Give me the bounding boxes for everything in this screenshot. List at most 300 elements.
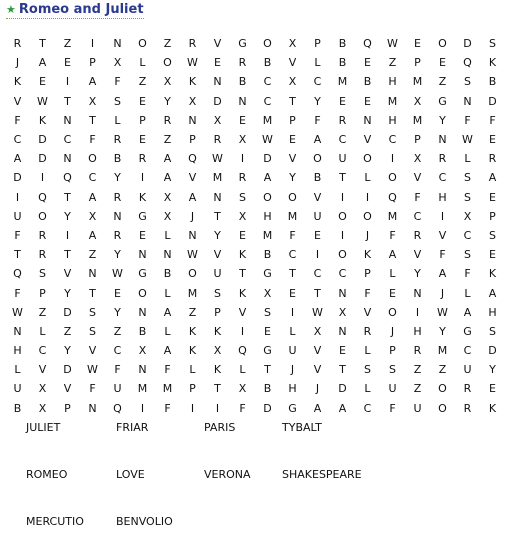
grid-letter[interactable]: Q [463, 56, 472, 70]
grid-letter[interactable]: L [464, 152, 471, 166]
grid-letter[interactable]: E [289, 133, 296, 147]
grid-letter[interactable]: L [364, 171, 371, 185]
grid-letter[interactable]: K [138, 190, 147, 204]
grid-letter[interactable]: U [13, 382, 22, 396]
grid-letter[interactable]: P [39, 286, 46, 300]
grid-letter[interactable]: X [88, 209, 97, 223]
grid-letter[interactable]: A [163, 152, 172, 166]
grid-letter[interactable]: O [263, 37, 272, 51]
grid-letter[interactable]: F [389, 228, 396, 242]
grid-letter[interactable]: Y [114, 171, 121, 185]
grid-letter[interactable]: N [338, 286, 347, 300]
grid-letter[interactable]: P [364, 267, 371, 281]
grid-letter[interactable]: X [213, 113, 222, 127]
grid-letter[interactable]: G [263, 267, 272, 281]
grid-letter[interactable]: X [263, 286, 272, 300]
grid-letter[interactable]: T [14, 248, 21, 262]
grid-letter[interactable]: F [164, 401, 171, 415]
grid-letter[interactable]: P [314, 37, 321, 51]
grid-letter[interactable]: I [315, 248, 320, 262]
grid-letter[interactable]: X [138, 344, 147, 358]
grid-letter[interactable]: N [413, 286, 422, 300]
grid-letter[interactable]: C [263, 94, 272, 108]
grid-letter[interactable]: M [162, 382, 173, 396]
grid-letter[interactable]: W [312, 305, 323, 319]
grid-letter[interactable]: Y [289, 171, 296, 185]
grid-letter[interactable]: M [287, 209, 298, 223]
grid-letter[interactable]: B [488, 75, 497, 89]
grid-letter[interactable]: Q [13, 267, 22, 281]
grid-letter[interactable]: P [414, 133, 421, 147]
grid-letter[interactable]: F [14, 228, 21, 242]
grid-letter[interactable]: C [463, 228, 472, 242]
grid-letter[interactable]: L [164, 286, 171, 300]
grid-letter[interactable]: R [238, 171, 247, 185]
grid-letter[interactable]: N [113, 209, 122, 223]
grid-letter[interactable]: A [338, 401, 347, 415]
grid-letter[interactable]: R [113, 190, 122, 204]
grid-letter[interactable]: E [489, 133, 496, 147]
grid-letter[interactable]: O [138, 286, 147, 300]
grid-letter[interactable]: K [188, 344, 197, 358]
grid-letter[interactable]: O [438, 382, 447, 396]
grid-letter[interactable]: W [37, 94, 48, 108]
grid-letter[interactable]: I [65, 228, 70, 242]
grid-letter[interactable]: W [387, 37, 398, 51]
grid-letter[interactable]: T [39, 37, 46, 51]
grid-letter[interactable]: A [438, 267, 447, 281]
grid-letter[interactable]: D [263, 401, 272, 415]
grid-letter[interactable]: H [488, 305, 497, 319]
grid-letter[interactable]: O [138, 37, 147, 51]
grid-letter[interactable]: M [187, 286, 198, 300]
grid-letter[interactable]: A [263, 171, 272, 185]
grid-letter[interactable]: A [13, 152, 22, 166]
grid-letter[interactable]: L [464, 286, 471, 300]
grid-letter[interactable]: I [90, 37, 95, 51]
grid-letter[interactable]: F [114, 75, 121, 89]
grid-letter[interactable]: L [389, 267, 396, 281]
grid-letter[interactable]: F [414, 190, 421, 204]
grid-letter[interactable]: B [263, 382, 272, 396]
grid-letter[interactable]: T [239, 267, 246, 281]
grid-letter[interactable]: X [413, 94, 422, 108]
grid-letter[interactable]: Z [413, 382, 422, 396]
grid-letter[interactable]: J [15, 56, 20, 70]
grid-letter[interactable]: I [290, 305, 295, 319]
grid-letter[interactable]: F [389, 401, 396, 415]
grid-letter[interactable]: S [464, 190, 471, 204]
grid-letter[interactable]: M [387, 209, 398, 223]
grid-letter[interactable]: Y [64, 344, 71, 358]
grid-letter[interactable]: P [289, 113, 296, 127]
grid-letter[interactable]: R [113, 228, 122, 242]
grid-letter[interactable]: Q [363, 37, 372, 51]
grid-letter[interactable]: L [314, 56, 321, 70]
grid-letter[interactable]: I [15, 190, 20, 204]
grid-letter[interactable]: F [489, 113, 496, 127]
grid-letter[interactable]: U [463, 363, 472, 377]
grid-letter[interactable]: F [289, 228, 296, 242]
grid-letter[interactable]: F [464, 113, 471, 127]
grid-letter[interactable]: D [488, 344, 497, 358]
grid-letter[interactable]: I [215, 401, 220, 415]
grid-letter[interactable]: L [364, 382, 371, 396]
grid-letter[interactable]: V [63, 382, 72, 396]
grid-letter[interactable]: V [413, 171, 422, 185]
grid-letter[interactable]: Z [438, 75, 447, 89]
grid-letter[interactable]: O [88, 152, 97, 166]
grid-letter[interactable]: C [338, 267, 347, 281]
grid-letter[interactable]: R [238, 56, 247, 70]
grid-letter[interactable]: G [238, 37, 247, 51]
grid-letter[interactable]: P [189, 133, 196, 147]
grid-letter[interactable]: I [240, 324, 245, 338]
grid-letter[interactable]: R [163, 113, 172, 127]
grid-letter[interactable]: L [139, 56, 146, 70]
grid-letter[interactable]: F [14, 113, 21, 127]
grid-letter[interactable]: R [213, 133, 222, 147]
grid-letter[interactable]: T [289, 267, 296, 281]
grid-letter[interactable]: M [137, 382, 148, 396]
grid-letter[interactable]: C [363, 401, 372, 415]
grid-letter[interactable]: T [264, 363, 271, 377]
grid-letter[interactable]: S [464, 248, 471, 262]
grid-letter[interactable]: C [313, 75, 322, 89]
grid-letter[interactable]: N [438, 133, 447, 147]
grid-letter[interactable]: D [338, 382, 347, 396]
grid-letter[interactable]: O [363, 152, 372, 166]
grid-letter[interactable]: V [313, 344, 322, 358]
grid-letter[interactable]: A [188, 190, 197, 204]
grid-letter[interactable]: K [238, 248, 247, 262]
grid-letter[interactable]: Z [38, 305, 47, 319]
grid-letter[interactable]: M [262, 228, 273, 242]
grid-letter[interactable]: C [88, 171, 97, 185]
grid-letter[interactable]: A [163, 305, 172, 319]
grid-letter[interactable]: N [113, 37, 122, 51]
grid-letter[interactable]: S [239, 190, 246, 204]
grid-letter[interactable]: N [238, 94, 247, 108]
grid-letter[interactable]: K [188, 75, 197, 89]
grid-letter[interactable]: D [488, 94, 497, 108]
grid-letter[interactable]: C [438, 171, 447, 185]
grid-letter[interactable]: L [189, 363, 196, 377]
grid-letter[interactable]: C [263, 75, 272, 89]
grid-letter[interactable]: G [463, 324, 472, 338]
grid-letter[interactable]: I [40, 171, 45, 185]
grid-letter[interactable]: X [238, 133, 247, 147]
grid-letter[interactable]: X [238, 209, 247, 223]
grid-letter[interactable]: I [390, 152, 395, 166]
grid-letter[interactable]: D [63, 363, 72, 377]
grid-letter[interactable]: A [463, 305, 472, 319]
grid-letter[interactable]: N [213, 190, 222, 204]
grid-letter[interactable]: J [390, 324, 395, 338]
grid-letter[interactable]: V [188, 171, 197, 185]
grid-letter[interactable]: H [438, 190, 447, 204]
grid-letter[interactable]: F [239, 401, 246, 415]
grid-letter[interactable]: S [89, 324, 96, 338]
grid-letter[interactable]: Z [63, 324, 72, 338]
grid-letter[interactable]: Q [63, 171, 72, 185]
grid-letter[interactable]: U [213, 267, 222, 281]
grid-letter[interactable]: D [463, 37, 472, 51]
grid-letter[interactable]: K [213, 324, 222, 338]
grid-letter[interactable]: M [437, 344, 448, 358]
grid-letter[interactable]: V [213, 248, 222, 262]
grid-letter[interactable]: I [440, 209, 445, 223]
grid-letter[interactable]: B [113, 152, 122, 166]
grid-letter[interactable]: A [313, 133, 322, 147]
grid-letter[interactable]: G [438, 94, 447, 108]
grid-letter[interactable]: S [464, 171, 471, 185]
grid-letter[interactable]: B [338, 37, 347, 51]
grid-letter[interactable]: S [489, 324, 496, 338]
grid-letter[interactable]: X [238, 382, 247, 396]
grid-letter[interactable]: S [39, 267, 46, 281]
grid-letter[interactable]: J [190, 209, 195, 223]
grid-letter[interactable]: H [413, 324, 422, 338]
grid-letter[interactable]: R [38, 228, 47, 242]
grid-letter[interactable]: R [138, 152, 147, 166]
grid-letter[interactable]: V [413, 248, 422, 262]
grid-letter[interactable]: F [164, 363, 171, 377]
grid-letter[interactable]: G [138, 209, 147, 223]
grid-letter[interactable]: Q [238, 344, 247, 358]
grid-letter[interactable]: V [363, 305, 372, 319]
grid-letter[interactable]: O [388, 171, 397, 185]
grid-letter[interactable]: D [13, 171, 22, 185]
grid-letter[interactable]: Y [114, 305, 121, 319]
grid-letter[interactable]: M [412, 113, 423, 127]
grid-letter[interactable]: X [38, 382, 47, 396]
grid-letter[interactable]: X [163, 190, 172, 204]
grid-letter[interactable]: R [463, 401, 472, 415]
grid-letter[interactable]: H [388, 75, 397, 89]
grid-letter[interactable]: D [213, 94, 222, 108]
grid-letter[interactable]: J [315, 382, 320, 396]
grid-letter[interactable]: C [38, 344, 47, 358]
grid-letter[interactable]: W [87, 363, 98, 377]
grid-letter[interactable]: C [13, 133, 22, 147]
grid-letter[interactable]: V [288, 56, 297, 70]
grid-letter[interactable]: I [140, 401, 145, 415]
grid-letter[interactable]: X [163, 75, 172, 89]
grid-letter[interactable]: N [63, 113, 72, 127]
grid-letter[interactable]: T [289, 94, 296, 108]
grid-letter[interactable]: W [437, 305, 448, 319]
grid-letter[interactable]: W [187, 248, 198, 262]
grid-letter[interactable]: O [338, 209, 347, 223]
grid-letter[interactable]: L [239, 363, 246, 377]
grid-letter[interactable]: B [163, 267, 172, 281]
grid-letter[interactable]: R [38, 248, 47, 262]
grid-letter[interactable]: X [338, 305, 347, 319]
grid-letter[interactable]: R [413, 228, 422, 242]
grid-letter[interactable]: Z [138, 75, 147, 89]
grid-letter[interactable]: Q [188, 152, 197, 166]
grid-letter[interactable]: Z [413, 363, 422, 377]
grid-letter[interactable]: U [13, 209, 22, 223]
grid-letter[interactable]: B [263, 56, 272, 70]
grid-letter[interactable]: X [288, 37, 297, 51]
grid-letter[interactable]: Z [438, 363, 447, 377]
grid-letter[interactable]: E [314, 228, 321, 242]
grid-letter[interactable]: H [288, 382, 297, 396]
grid-letter[interactable]: U [413, 401, 422, 415]
grid-letter[interactable]: T [339, 363, 346, 377]
grid-letter[interactable]: E [214, 56, 221, 70]
grid-letter[interactable]: O [188, 267, 197, 281]
grid-letter[interactable]: S [114, 94, 121, 108]
grid-letter[interactable]: S [364, 363, 371, 377]
grid-letter[interactable]: T [314, 286, 321, 300]
grid-letter[interactable]: I [65, 75, 70, 89]
grid-letter[interactable]: E [114, 286, 121, 300]
grid-letter[interactable]: B [363, 75, 372, 89]
grid-letter[interactable]: V [38, 363, 47, 377]
grid-letter[interactable]: E [489, 248, 496, 262]
grid-letter[interactable]: V [288, 152, 297, 166]
grid-letter[interactable]: X [288, 75, 297, 89]
grid-letter[interactable]: B [263, 248, 272, 262]
grid-letter[interactable]: Y [439, 113, 446, 127]
grid-letter[interactable]: E [364, 56, 371, 70]
grid-letter[interactable]: Y [64, 209, 71, 223]
grid-letter[interactable]: B [313, 171, 322, 185]
grid-letter[interactable]: Y [439, 324, 446, 338]
grid-letter[interactable]: W [187, 56, 198, 70]
grid-letter[interactable]: O [38, 209, 47, 223]
grid-letter[interactable]: S [214, 286, 221, 300]
grid-letter[interactable]: Y [114, 248, 121, 262]
grid-letter[interactable]: A [313, 401, 322, 415]
grid-letter[interactable]: S [264, 305, 271, 319]
grid-letter[interactable]: X [188, 94, 197, 108]
grid-letter[interactable]: S [489, 37, 496, 51]
grid-letter[interactable]: K [38, 113, 47, 127]
grid-letter[interactable]: E [289, 286, 296, 300]
grid-letter[interactable]: Y [214, 228, 221, 242]
grid-letter[interactable]: V [313, 190, 322, 204]
grid-letter[interactable]: I [415, 305, 420, 319]
grid-letter[interactable]: E [264, 324, 271, 338]
grid-letter[interactable]: V [63, 267, 72, 281]
grid-letter[interactable]: U [313, 209, 322, 223]
grid-letter[interactable]: F [439, 248, 446, 262]
grid-letter[interactable]: L [14, 363, 21, 377]
grid-letter[interactable]: T [64, 94, 71, 108]
grid-letter[interactable]: E [39, 75, 46, 89]
grid-letter[interactable]: L [164, 324, 171, 338]
grid-letter[interactable]: B [338, 56, 347, 70]
grid-letter[interactable]: B [138, 324, 147, 338]
grid-letter[interactable]: R [363, 324, 372, 338]
grid-letter[interactable]: V [363, 133, 372, 147]
grid-letter[interactable]: F [89, 382, 96, 396]
grid-letter[interactable]: T [89, 286, 96, 300]
grid-letter[interactable]: O [313, 152, 322, 166]
grid-letter[interactable]: F [314, 113, 321, 127]
grid-letter[interactable]: R [188, 37, 197, 51]
grid-letter[interactable]: T [214, 382, 221, 396]
grid-letter[interactable]: T [64, 248, 71, 262]
grid-letter[interactable]: F [89, 133, 96, 147]
grid-letter[interactable]: P [414, 56, 421, 70]
grid-letter[interactable]: R [13, 37, 22, 51]
grid-letter[interactable]: N [363, 113, 372, 127]
grid-letter[interactable]: Z [163, 37, 172, 51]
grid-letter[interactable]: K [363, 248, 372, 262]
grid-letter[interactable]: I [340, 190, 345, 204]
grid-letter[interactable]: O [338, 248, 347, 262]
grid-letter[interactable]: T [339, 171, 346, 185]
grid-letter[interactable]: C [413, 209, 422, 223]
grid-letter[interactable]: R [113, 133, 122, 147]
grid-letter[interactable]: Z [163, 133, 172, 147]
grid-letter[interactable]: C [63, 133, 72, 147]
grid-letter[interactable]: N [138, 248, 147, 262]
grid-letter[interactable]: X [88, 94, 97, 108]
grid-letter[interactable]: X [313, 324, 322, 338]
grid-letter[interactable]: H [263, 209, 272, 223]
grid-letter[interactable]: H [13, 344, 22, 358]
grid-letter[interactable]: T [214, 209, 221, 223]
grid-letter[interactable]: N [338, 324, 347, 338]
grid-letter[interactable]: R [463, 382, 472, 396]
grid-letter[interactable]: X [163, 209, 172, 223]
grid-letter[interactable]: A [488, 171, 497, 185]
grid-letter[interactable]: S [89, 305, 96, 319]
grid-letter[interactable]: W [112, 267, 123, 281]
grid-letter[interactable]: X [463, 209, 472, 223]
grid-letter[interactable]: E [489, 190, 496, 204]
grid-letter[interactable]: A [163, 344, 172, 358]
grid-letter[interactable]: C [463, 344, 472, 358]
grid-letter[interactable]: N [13, 324, 22, 338]
grid-letter[interactable]: W [262, 133, 273, 147]
grid-letter[interactable]: C [113, 344, 122, 358]
grid-letter[interactable]: B [13, 401, 22, 415]
grid-letter[interactable]: S [464, 75, 471, 89]
grid-letter[interactable]: S [389, 363, 396, 377]
grid-letter[interactable]: D [263, 152, 272, 166]
grid-letter[interactable]: N [88, 401, 97, 415]
grid-letter[interactable]: G [263, 344, 272, 358]
grid-letter[interactable]: Z [188, 305, 197, 319]
grid-letter[interactable]: E [414, 37, 421, 51]
grid-letter[interactable]: Y [164, 94, 171, 108]
grid-letter[interactable]: Z [63, 37, 72, 51]
grid-letter[interactable]: O [263, 190, 272, 204]
grid-letter[interactable]: U [388, 382, 397, 396]
grid-letter[interactable]: C [288, 248, 297, 262]
grid-letter[interactable]: A [38, 56, 47, 70]
grid-letter[interactable]: Y [314, 94, 321, 108]
grid-letter[interactable]: D [38, 152, 47, 166]
grid-letter[interactable]: X [38, 401, 47, 415]
grid-letter[interactable]: L [164, 228, 171, 242]
grid-letter[interactable]: K [213, 363, 222, 377]
grid-letter[interactable]: P [64, 401, 71, 415]
grid-letter[interactable]: N [63, 152, 72, 166]
grid-letter[interactable]: I [190, 401, 195, 415]
grid-letter[interactable]: E [239, 228, 246, 242]
grid-letter[interactable]: O [388, 305, 397, 319]
grid-letter[interactable]: K [238, 286, 247, 300]
grid-letter[interactable]: J [365, 228, 370, 242]
